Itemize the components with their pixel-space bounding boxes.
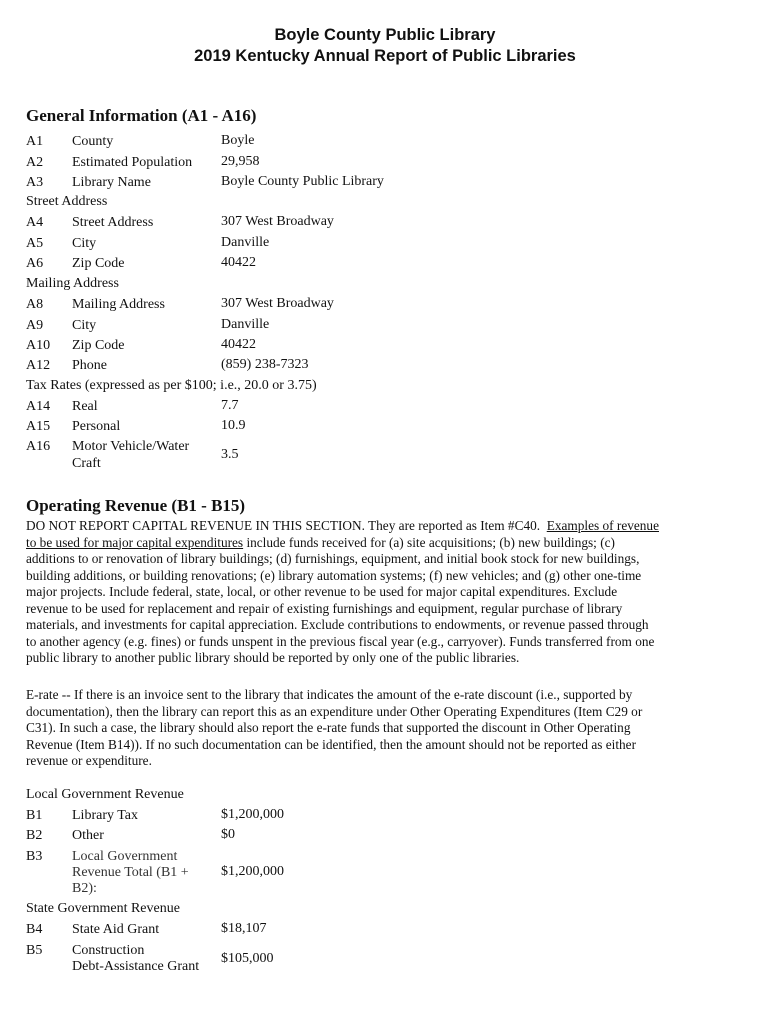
item-code: A15 [26,419,51,434]
item-label: Zip Code [72,256,125,271]
item-value: $105,000 [221,951,274,966]
item-code: A14 [26,399,51,414]
item-code: A9 [26,318,44,333]
item-value: $18,107 [221,921,267,936]
item-value: Danville [221,317,270,332]
item-label: Phone [72,358,107,373]
item-code: A10 [26,338,51,353]
item-value: (859) 238-7323 [221,357,309,372]
item-value: Boyle County Public Library [221,174,384,189]
item-value: $1,200,000 [221,807,284,822]
item-label: City [72,236,97,251]
item-code: B4 [26,922,43,937]
item-label-line1: Motor Vehicle/Water [72,439,190,454]
instructions-lead: DO NOT REPORT CAPITAL REVENUE IN THIS SECTION. They are reported as Item #C40. [26,518,541,533]
report-subtitle: 2019 Kentucky Annual Report of Public Libraries [194,47,576,65]
capital-examples-link: Examples of revenue to be used for major capital expenditures [26,518,659,550]
item-code: B1 [26,808,43,823]
item-label: Mailing Address [72,297,165,312]
capital-revenue-instructions [26,518,662,667]
item-code: B3 [26,849,43,864]
mailing-address-heading: Mailing Address [26,276,119,291]
item-label-line2: Craft [72,456,101,471]
tax-rates-heading: Tax Rates (expressed as per $100; i.e., 20.0 or 3.75) [26,378,317,393]
item-code: A16 [26,439,51,454]
operating-revenue-heading: Operating Revenue (B1 - B15) [26,496,246,515]
item-value: 40422 [221,255,256,270]
street-address-heading: Street Address [26,194,108,209]
item-value: 10.9 [221,418,246,433]
item-value: Danville [221,235,270,250]
item-code: A12 [26,358,51,373]
erate-instructions: E-rate -- If there is an invoice sent to the library that indicates the amount of the e-rate discount (i.e., supported by documentation), then the library can report this as an expenditure under Other Operating Expenditures (Item C29 or C31). In such a case, the library should also report the e-rate funds that supported the discount in Other Operating Revenue (Item B14)). If no such documentation can be identified, then the amount should not be reported as either revenue or expenditure. [26,687,643,768]
item-label-line1: Construction [72,943,145,958]
item-value: 7.7 [221,398,239,413]
general-info-heading: General Information (A1 - A16) [26,106,257,125]
item-value: $1,200,000 [221,864,284,879]
item-label: Library Name [72,175,151,190]
item-label: Other [72,828,104,843]
item-value: $0 [221,827,235,842]
item-code: A6 [26,256,44,271]
item-label: Real [72,399,98,414]
item-code: B5 [26,943,43,958]
item-label: City [72,318,97,333]
item-label: Zip Code [72,338,125,353]
item-label: Personal [72,419,121,434]
instructions-body: include funds received for (a) site acquisitions; (b) new buildings; (c) additions to or renovation of library buildings; (d) furnishings, equipment, and initial book stock for new buildings, building additions, or building renovations; (e) library automation systems; (f) new vehicles; and (g) other one-time major projects. Include federal, state, local, or other revenue to be used for major capital expenditures. Exclude revenue to be used for replacement and repair of existing furnishings and equipment, regular purchase of library materials, and investments for capital appreciation. Exclude contributions to endowments, or revenue passed through to another agency (e.g. fines) or funds unspent in the previous fiscal year (e.g., carryover). Funds transferred from one public library to another public library should be reported by only one of the public libraries. [26,534,655,665]
item-code: A3 [26,175,44,190]
item-value: 307 West Broadway [221,214,334,229]
item-label: County [72,134,114,149]
item-label-line1: Local Government [72,849,178,864]
item-value: 29,958 [221,154,260,169]
item-value: 40422 [221,337,256,352]
item-code: A2 [26,155,44,170]
item-value: 3.5 [221,447,239,462]
item-code: B2 [26,828,43,843]
state-government-revenue-heading: State Government Revenue [26,901,180,916]
item-code: A1 [26,134,44,149]
item-label-line2: Debt-Assistance Grant [72,959,200,974]
item-code: A8 [26,297,44,312]
item-value: Boyle [221,133,255,148]
item-code: A4 [26,215,44,230]
item-label: Library Tax [72,808,139,823]
item-label: Street Address [72,215,154,230]
item-label-line2: Revenue Total (B1 + [72,865,189,880]
report-title: Boyle County Public Library [274,26,496,44]
item-label-line3: B2): [72,881,97,896]
local-government-revenue-heading: Local Government Revenue [26,787,184,802]
item-code: A5 [26,236,44,251]
item-label: State Aid Grant [72,922,160,937]
item-value: 307 West Broadway [221,296,334,311]
item-label: Estimated Population [72,155,193,170]
